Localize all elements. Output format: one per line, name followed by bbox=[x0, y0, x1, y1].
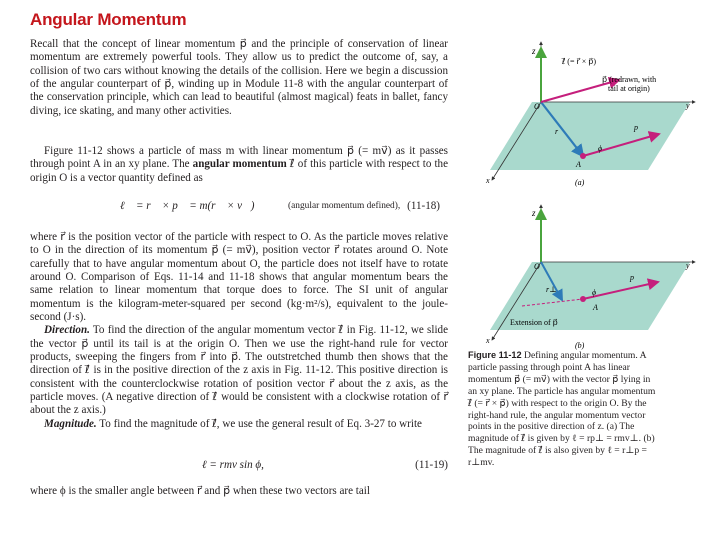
equation-11-18 bbox=[30, 200, 448, 216]
figure-11-12b bbox=[480, 200, 700, 350]
equation-number: (11-18) bbox=[407, 200, 440, 212]
definition-pre: Figure 11-12 shows a particle of mass m with linear momentum p⃗ (= mv⃗) as it passes through point A in an xy plane. The bbox=[30, 145, 448, 171]
caption-label: Figure 11-12 bbox=[468, 350, 522, 360]
extension-label: Extension of p⃗ bbox=[510, 318, 558, 327]
panel-b-label: (b) bbox=[575, 341, 585, 350]
y-label: y bbox=[686, 101, 690, 110]
section-heading: Angular Momentum bbox=[30, 10, 187, 29]
angular-momentum-term: angular momentum bbox=[192, 158, 287, 171]
tail-text: where ϕ is the smaller angle between r⃗ and p⃗ when these two vectors are tail bbox=[30, 485, 370, 497]
particle bbox=[580, 296, 586, 302]
origin-label: O bbox=[534, 102, 540, 111]
equation-number: (11-19) bbox=[415, 459, 448, 471]
phi-label: ϕ bbox=[598, 144, 603, 153]
r-perp-label: r⊥ bbox=[546, 285, 557, 294]
y-label: y bbox=[686, 261, 690, 270]
z-label: z bbox=[532, 208, 536, 218]
definition-paragraph bbox=[30, 145, 448, 185]
panel-a-label: (a) bbox=[575, 178, 585, 187]
direction-paragraph bbox=[30, 324, 448, 417]
caption-text: Defining angular momentum. A particle passing through point A has linear momentum p⃗ (= mv⃗) with the vector p⃗ lying in an xy plane. The particle has angular momentum ℓ⃗ (= r⃗ × p⃗) with respect to the origin O. By the right-hand rule, the angular momentum vector points in the positive direction of z. (a) The magnitude of ℓ⃗ is given by ℓ = rp⊥ = rmv⊥. (b) The magnitude of ℓ⃗ is also given by ℓ = r⊥p = r⊥mv. bbox=[468, 350, 656, 469]
equation-expression: ℓ⃗ = r⃗ × p⃗ = m(r⃗ × v⃗) bbox=[120, 200, 255, 212]
figure-caption bbox=[468, 350, 658, 469]
x-label: x bbox=[486, 176, 490, 185]
point-a-label: A bbox=[576, 160, 581, 169]
x-label: x bbox=[486, 336, 490, 345]
explanation-text: where r⃗ is the position vector of the particle with respect to O. As the particle moves relative to O in the direction of its momentum p⃗ (= mv⃗), position vector r⃗ rotates around O. Note carefully that to have angular momentum about O, the particle does not itself have to rotate around O. Comparison of Eqs. 11-14 and 11-18 shows that angular momentum bears the same relation to linear momentum that torque does to force. The SI unit of angular momentum is the kilogram-meter-squared per second (kg·m²/s), equivalent to the joule-second (J·s). bbox=[30, 231, 448, 324]
intro-text: Recall that the concept of linear momentum p⃗ and the principle of conservation of linear momentum are extremely powerful tools. They allow us to predict the outcome of, say, a collision of two cars without knowing the details of the collision. Here we begin a discussion of the angular counterpart of p⃗, winding up in Module 11-8 with the angular counterpart of the conservation principle, which can lead to beautiful (almost magical) feats in ballet, fancy diving, ice skating, and many other activities. bbox=[30, 38, 448, 117]
direction-body: To find the direction of the angular momentum vector ℓ⃗ in Fig. 11-12, we slide the vector p⃗ until its tail is at the origin O. Then we use the right-hand rule for vector products, sweeping the fingers from r⃗ into p⃗. The outstretched thumb then shows that the direction of ℓ⃗ is in the positive direction of the z axis in Fig. 11-12. This positive direction is consistent with the counterclockwise rotation of position vector r⃗ about the z axis, as the particle moves. (A negative direction of ℓ⃗ would be consistent with a clockwise rotation of r⃗ about the z axis.) bbox=[30, 324, 448, 417]
magnitude-body: To find the magnitude of ℓ⃗, we use the general result of Eq. 3-27 to write bbox=[96, 417, 422, 430]
z-label: z bbox=[532, 46, 536, 56]
equation-note: (angular momentum defined), bbox=[288, 201, 401, 211]
tail-paragraph bbox=[30, 485, 448, 498]
explanation-paragraphs bbox=[30, 231, 448, 431]
equation-11-19 bbox=[30, 459, 448, 475]
equation-expression: ℓ = rmv sin ϕ, bbox=[202, 459, 264, 471]
p-label: p⃗ bbox=[630, 273, 641, 282]
r-label: r⃗ bbox=[555, 127, 565, 136]
p-redrawn-label-2: tail at origin) bbox=[608, 84, 650, 93]
direction-title: Direction. bbox=[44, 324, 90, 337]
ell-definition-label: ℓ⃗ (= r⃗ × p⃗) bbox=[562, 57, 597, 66]
point-a-label: A bbox=[593, 303, 598, 312]
definition-post: ℓ⃗ of this particle with respect to the origin O is a vector quantity defined as bbox=[30, 158, 449, 184]
p-redrawn-label-1: p⃗ (redrawn, with bbox=[602, 75, 657, 84]
phi-label: ϕ bbox=[592, 288, 597, 297]
magnitude-paragraph bbox=[30, 418, 448, 431]
intro-paragraph bbox=[30, 38, 448, 118]
figure-11-12a bbox=[480, 30, 700, 190]
particle bbox=[580, 153, 586, 159]
origin-label: O bbox=[534, 262, 540, 271]
magnitude-title: Magnitude. bbox=[44, 417, 97, 430]
p-label: p⃗ bbox=[634, 123, 645, 132]
